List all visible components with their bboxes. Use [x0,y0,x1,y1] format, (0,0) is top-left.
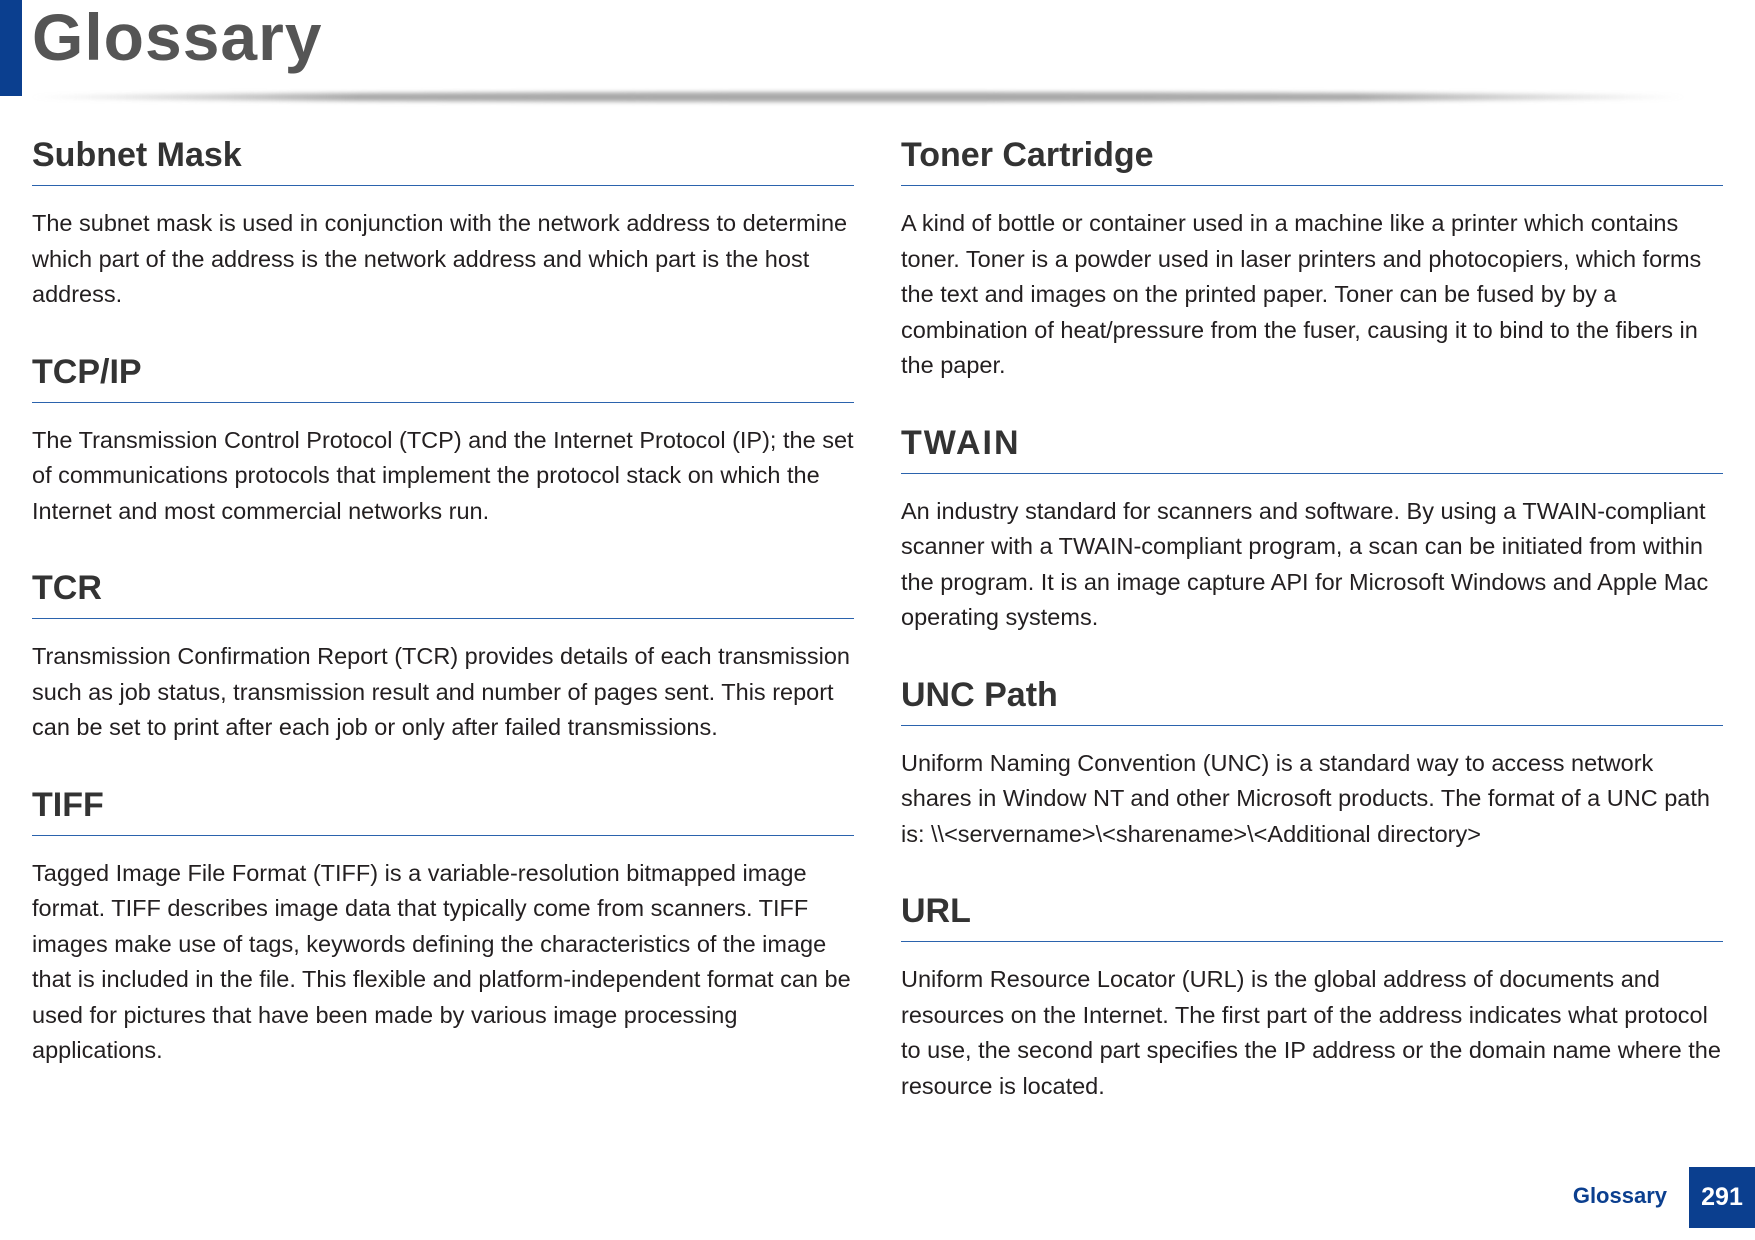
glossary-entry-url [901,892,1723,1104]
glossary-entry-subnet-mask [32,136,854,313]
glossary-entry-twain [901,424,1723,636]
glossary-entry-tcp-ip [32,353,854,530]
glossary-entry-tcr [32,569,854,746]
entry-term: Subnet Mask [32,136,854,186]
entry-term: TIFF [32,786,854,836]
footer-section-label: Glossary [1572,1183,1667,1208]
entry-term: TWAIN [901,424,1723,474]
right-column [901,136,1723,1144]
glossary-entry-tiff [32,786,854,1069]
left-column [32,136,854,1109]
entry-definition: An industry standard for scanners and software. By using a TWAIN-compliant scanner with a TWAIN-compliant program, a scan can be initiated from within the program. It is an image capture API for Microsoft Windows and Apple Mac operating systems. [901,497,1709,631]
entry-definition: Uniform Resource Locator (URL) is the global address of documents and resources on the Internet. The first part of the address indicates what protocol to use, the second part specifies the IP address or the domain name where the resource is located. [901,966,1721,1099]
page-number: 291 [1689,1167,1755,1228]
glossary-entry-unc-path [901,676,1723,853]
entry-term: Toner Cartridge [901,136,1723,186]
page-title: Glossary [32,0,323,74]
glossary-entry-toner-cartridge [901,136,1723,384]
entry-definition: Transmission Confirmation Report (TCR) provides details of each transmission such as job status, transmission result and number of pages sent. This report can be set to print after each job or only after failed transmissions. [32,643,851,741]
entry-term: TCP/IP [32,353,854,403]
entry-definition: Tagged Image File Format (TIFF) is a variable-resolution bitmapped image format. TIFF describes image data that typically come from scanners. TIFF images make use of tags, keywords defining the characteristics of the image that is included in the file. This flexible and platform-independent format can be used for pictures that have been made by various image processing applications. [32,859,851,1064]
title-underline [28,92,1688,102]
entry-term: UNC Path [901,676,1723,726]
entry-definition: The Transmission Control Protocol (TCP) and the Internet Protocol (IP); the set of communications protocols that implement the protocol stack on which the Internet and most commercial networks run. [32,426,854,524]
entry-definition: Uniform Naming Convention (UNC) is a standard way to access network shares in Window NT and other Microsoft products. The format of a UNC path is: \\<servername>\<sharename>\<Additional directory> [901,749,1710,847]
entry-definition: The subnet mask is used in conjunction with the network address to determine which part of the address is the network address and which part is the host address. [32,210,848,308]
entry-term: URL [901,892,1723,942]
header-accent-bar [0,0,22,96]
entry-term: TCR [32,569,854,619]
entry-definition: A kind of bottle or container used in a machine like a printer which contains toner. Toner is a powder used in laser printers and photocopiers, which forms the text and images on the printed paper. Toner can be fused by by a combination of heat/pressure from the fuser, causing it to bind to the fibers in the paper. [901,210,1702,379]
